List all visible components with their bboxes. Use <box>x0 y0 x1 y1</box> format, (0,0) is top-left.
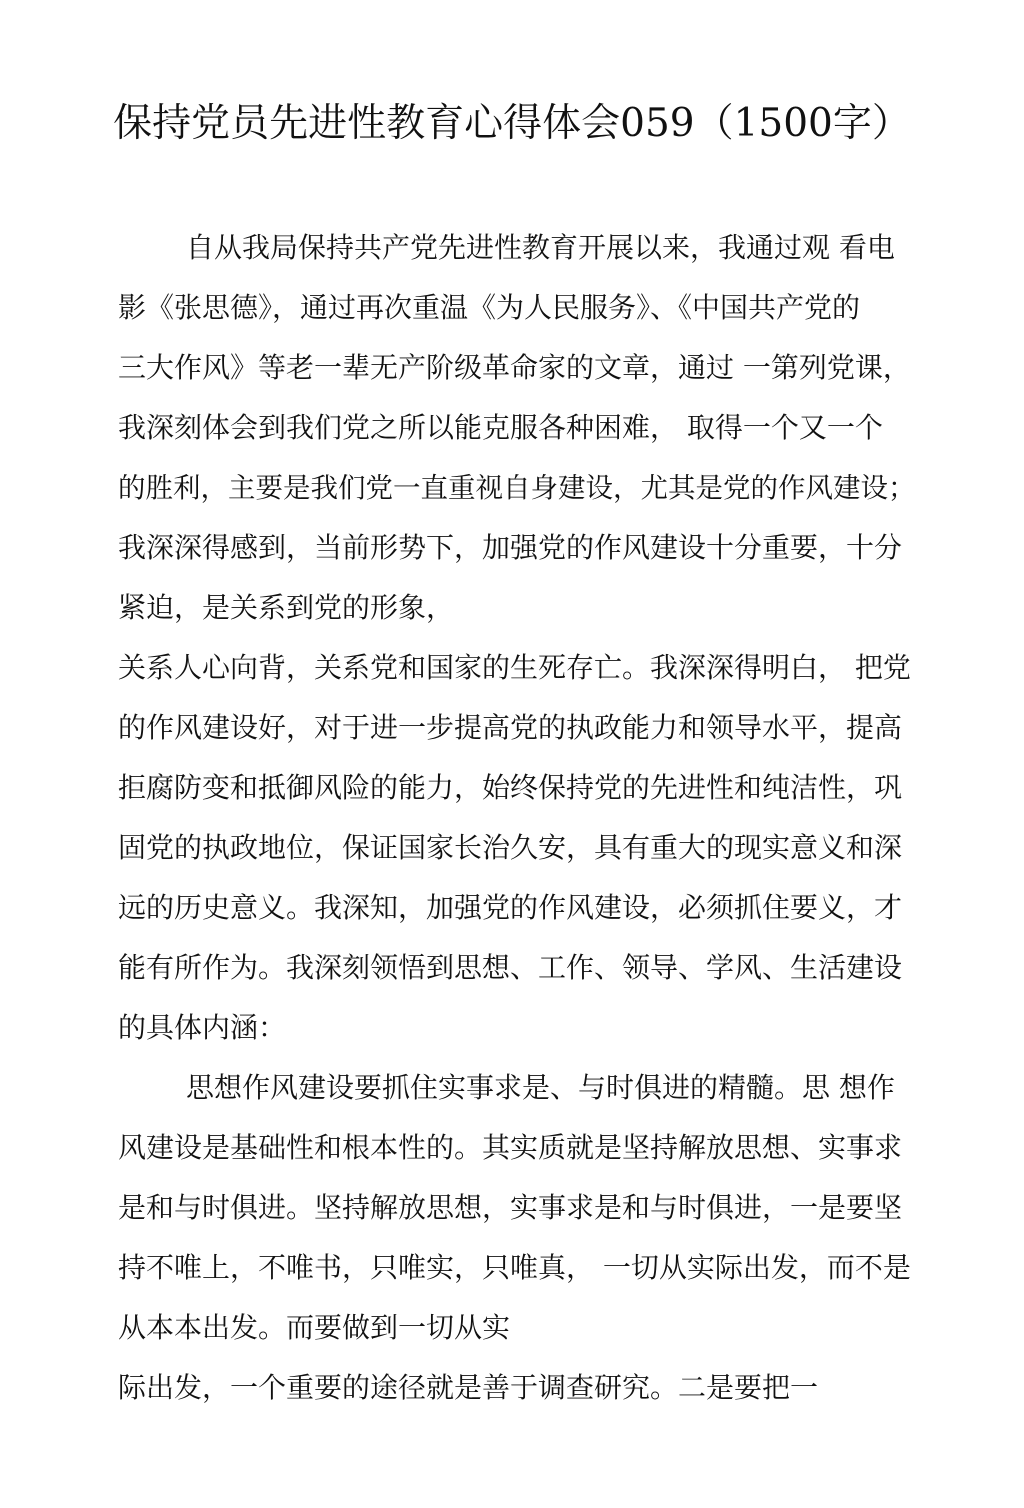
text-line: 三大作风》等老一辈无产阶级革命家的文章，通过 一第列党课， <box>118 351 911 384</box>
text-line: 拒腐防变和抵御风险的能力，始终保持党的先进性和纯洁性，巩 <box>118 771 903 804</box>
text-line: 持不唯上，不唯书，只唯实，只唯真， 一切从实际出发，而不是 <box>118 1251 911 1284</box>
text-line: 的具体内涵： <box>118 1011 287 1044</box>
text-line: 风建设是基础性和根本性的。其实质就是坚持解放思想、实事求 <box>118 1131 903 1164</box>
text-line: 的胜利，主要是我们党一直重视自身建设，尤其是党的作风建设； <box>118 472 916 504</box>
text-line: 我深刻体会到我们党之所以能克服各种困难， 取得一个又一个 <box>118 411 883 444</box>
document-title: 保持党员先进性教育心得体会059（1500字） <box>113 101 911 146</box>
text-line: 关系人心向背，关系党和国家的生死存亡。我深深得明白， 把党 <box>118 651 911 684</box>
text-line: 影《张思德》，通过再次重温《为人民服务》、《中国共产党的 <box>118 291 861 324</box>
text-line: 从本本出发。而要做到一切从实 <box>118 1311 511 1344</box>
text-line: 思想作风建设要抓住实事求是、与时俱进的精髓。思 想作 <box>186 1071 895 1104</box>
text-line: 固党的执政地位，保证国家长治久安，具有重大的现实意义和深 <box>118 831 903 864</box>
text-line: 是和与时俱进。坚持解放思想，实事求是和与时俱进，一是要坚 <box>118 1191 903 1224</box>
text-line: 的作风建设好，对于进一步提高党的执政能力和领导水平，提高 <box>118 711 903 744</box>
document-body <box>118 218 928 1418</box>
text-line: 我深深得感到，当前形势下，加强党的作风建设十分重要，十分 <box>118 531 903 564</box>
text-line: 远的历史意义。我深知，加强党的作风建设，必须抓住要义，才 <box>118 891 903 924</box>
text-line: 能有所作为。我深刻领悟到思想、工作、领导、学风、生活建设 <box>118 951 903 984</box>
text-line: 自从我局保持共产党先进性教育开展以来，我通过观 看电 <box>186 231 895 264</box>
text-line: 紧迫，是关系到党的形象， <box>118 591 455 624</box>
text-line: 际出发，一个重要的途径就是善于调查研究。二是要把一 <box>118 1371 819 1404</box>
